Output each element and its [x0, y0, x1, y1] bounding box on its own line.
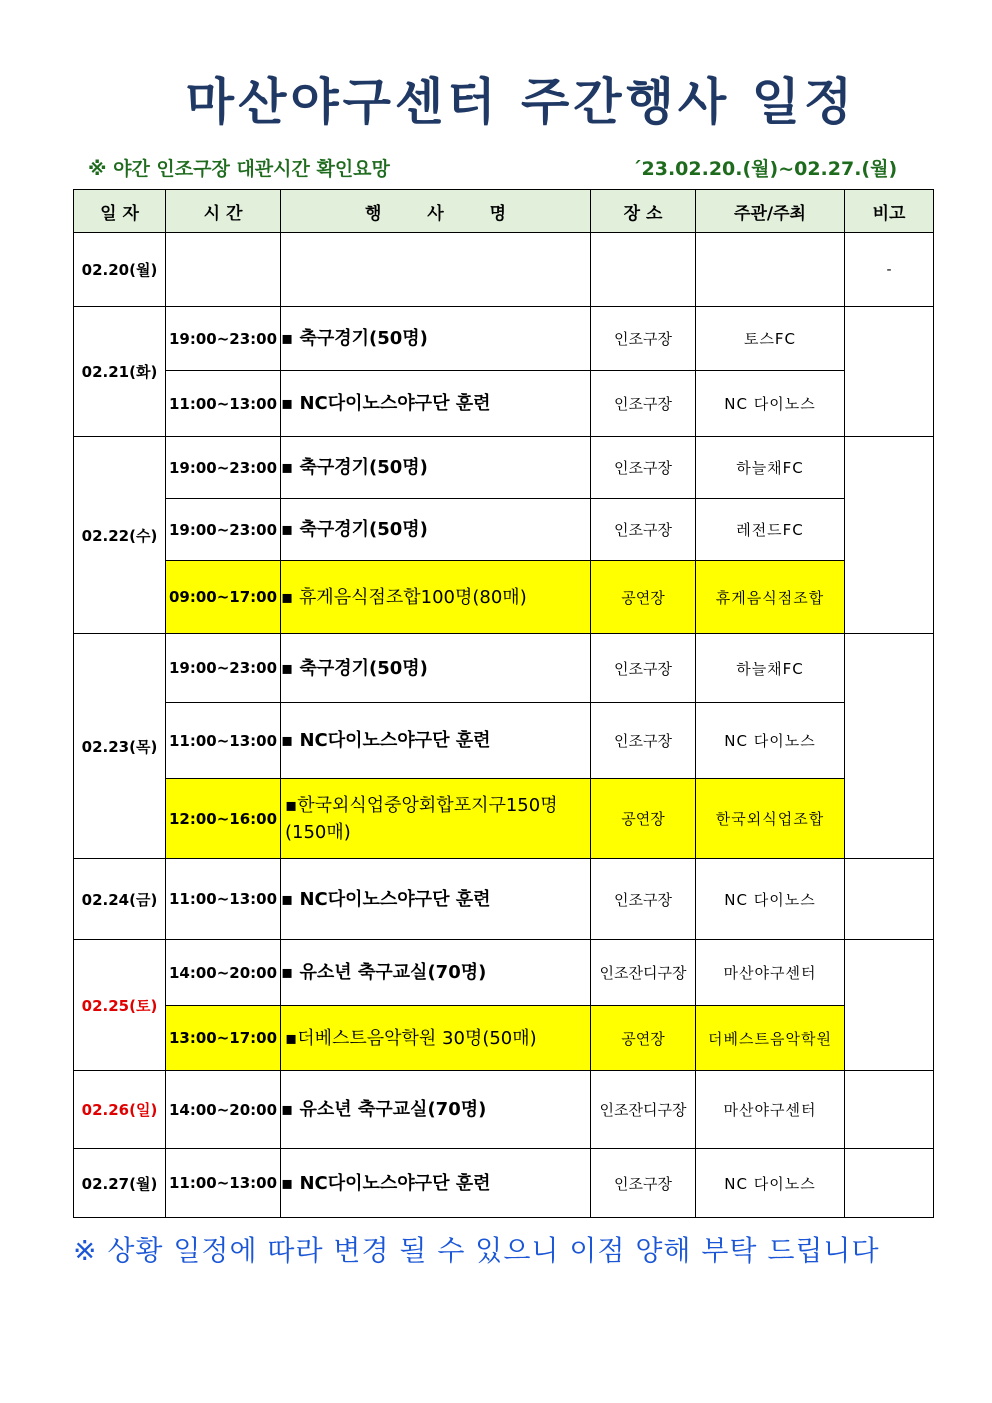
event-cell: ▪더베스트음악학원 30명(50매)	[281, 1006, 591, 1071]
host-cell: NC 다이노스	[696, 371, 845, 437]
place-cell: 인조구장	[591, 307, 696, 371]
date-cell: 02.20(월)	[74, 233, 166, 307]
note-cell	[845, 307, 934, 437]
notice-text: ※ 야간 인조구장 대관시간 확인요망	[88, 158, 390, 180]
note-cell	[845, 1071, 934, 1149]
host-cell: NC 다이노스	[696, 859, 845, 940]
place-cell	[591, 233, 696, 307]
host-cell: NC 다이노스	[696, 1149, 845, 1218]
header-time: 시 간	[166, 190, 281, 233]
event-cell: ▪ NC다이노스야구단 훈련	[281, 1149, 591, 1218]
event-cell: ▪ 축구경기(50명)	[281, 437, 591, 499]
event-cell: ▪ NC다이노스야구단 훈련	[281, 703, 591, 779]
host-cell: 하늘채FC	[696, 634, 845, 703]
place-cell: 공연장	[591, 779, 696, 859]
host-cell: 토스FC	[696, 307, 845, 371]
table-row	[74, 307, 934, 371]
place-cell: 인조구장	[591, 1149, 696, 1218]
page-title: 마산야구센터 주간행사 일정	[185, 73, 857, 131]
host-cell: NC 다이노스	[696, 703, 845, 779]
date-cell: 02.25(토)	[74, 940, 166, 1071]
note-cell: -	[845, 233, 934, 307]
time-cell: 14:00~20:00	[166, 940, 281, 1006]
table-row	[74, 233, 934, 307]
place-cell: 인조잔디구장	[591, 1071, 696, 1149]
table-row	[74, 1006, 934, 1071]
note-cell	[845, 940, 934, 1071]
time-cell: 11:00~13:00	[166, 703, 281, 779]
event-cell: ▪ 축구경기(50명)	[281, 499, 591, 561]
place-cell: 인조구장	[591, 437, 696, 499]
header-event: 행 사 명	[281, 190, 591, 233]
place-cell: 인조구장	[591, 859, 696, 940]
event-cell: ▪ 휴게음식점조합100명(80매)	[281, 561, 591, 634]
event-cell: ▪ 축구경기(50명)	[281, 634, 591, 703]
note-cell	[845, 437, 934, 634]
header-note: 비고	[845, 190, 934, 233]
host-cell: 한국외식업조합	[696, 779, 845, 859]
table-row	[74, 371, 934, 437]
place-cell: 공연장	[591, 1006, 696, 1071]
table-row	[74, 779, 934, 859]
host-cell	[696, 233, 845, 307]
time-cell: 19:00~23:00	[166, 307, 281, 371]
time-cell: 12:00~16:00	[166, 779, 281, 859]
event-cell: ▪ 유소년 축구교실(70명)	[281, 1071, 591, 1149]
host-cell: 하늘채FC	[696, 437, 845, 499]
date-cell: 02.23(목)	[74, 634, 166, 859]
note-cell	[845, 634, 934, 859]
note-cell	[845, 1149, 934, 1218]
table-row	[74, 561, 934, 634]
table-row	[74, 859, 934, 940]
footer-notice: ※ 상황 일정에 따라 변경 될 수 있으니 이점 양해 부탁 드립니다	[73, 1234, 880, 1267]
time-cell: 19:00~23:00	[166, 437, 281, 499]
event-cell: ▪ 축구경기(50명)	[281, 307, 591, 371]
place-cell: 인조잔디구장	[591, 940, 696, 1006]
date-cell: 02.24(금)	[74, 859, 166, 940]
event-cell: ▪ 유소년 축구교실(70명)	[281, 940, 591, 1006]
note-cell	[845, 859, 934, 940]
header-place: 장 소	[591, 190, 696, 233]
time-cell: 11:00~13:00	[166, 1149, 281, 1218]
header-host: 주관/주최	[696, 190, 845, 233]
table-row	[74, 1149, 934, 1218]
host-cell: 마산야구센터	[696, 1071, 845, 1149]
table-row	[74, 703, 934, 779]
date-cell: 02.21(화)	[74, 307, 166, 437]
table-row	[74, 499, 934, 561]
time-cell: 14:00~20:00	[166, 1071, 281, 1149]
period-text: ´23.02.20.(월)~02.27.(월)	[632, 158, 898, 180]
date-cell: 02.22(수)	[74, 437, 166, 634]
place-cell: 인조구장	[591, 371, 696, 437]
table-header-row	[74, 190, 934, 233]
place-cell: 인조구장	[591, 703, 696, 779]
date-cell: 02.27(월)	[74, 1149, 166, 1218]
host-cell: 휴게음식점조합	[696, 561, 845, 634]
host-cell: 마산야구센터	[696, 940, 845, 1006]
schedule-table	[73, 189, 934, 1218]
time-cell: 19:00~23:00	[166, 634, 281, 703]
event-cell: ▪ NC다이노스야구단 훈련	[281, 371, 591, 437]
table-row	[74, 634, 934, 703]
event-cell: ▪한국외식업중앙회합포지구150명 (150매)	[281, 779, 591, 859]
table-row	[74, 1071, 934, 1149]
event-cell	[281, 233, 591, 307]
time-cell	[166, 233, 281, 307]
time-cell: 13:00~17:00	[166, 1006, 281, 1071]
time-cell: 11:00~13:00	[166, 371, 281, 437]
time-cell: 19:00~23:00	[166, 499, 281, 561]
time-cell: 11:00~13:00	[166, 859, 281, 940]
place-cell: 인조구장	[591, 499, 696, 561]
time-cell: 09:00~17:00	[166, 561, 281, 634]
table-row	[74, 940, 934, 1006]
header-date: 일 자	[74, 190, 166, 233]
host-cell: 레전드FC	[696, 499, 845, 561]
place-cell: 공연장	[591, 561, 696, 634]
table-row	[74, 437, 934, 499]
host-cell: 더베스트음악학원	[696, 1006, 845, 1071]
place-cell: 인조구장	[591, 634, 696, 703]
date-cell: 02.26(일)	[74, 1071, 166, 1149]
event-cell: ▪ NC다이노스야구단 훈련	[281, 859, 591, 940]
